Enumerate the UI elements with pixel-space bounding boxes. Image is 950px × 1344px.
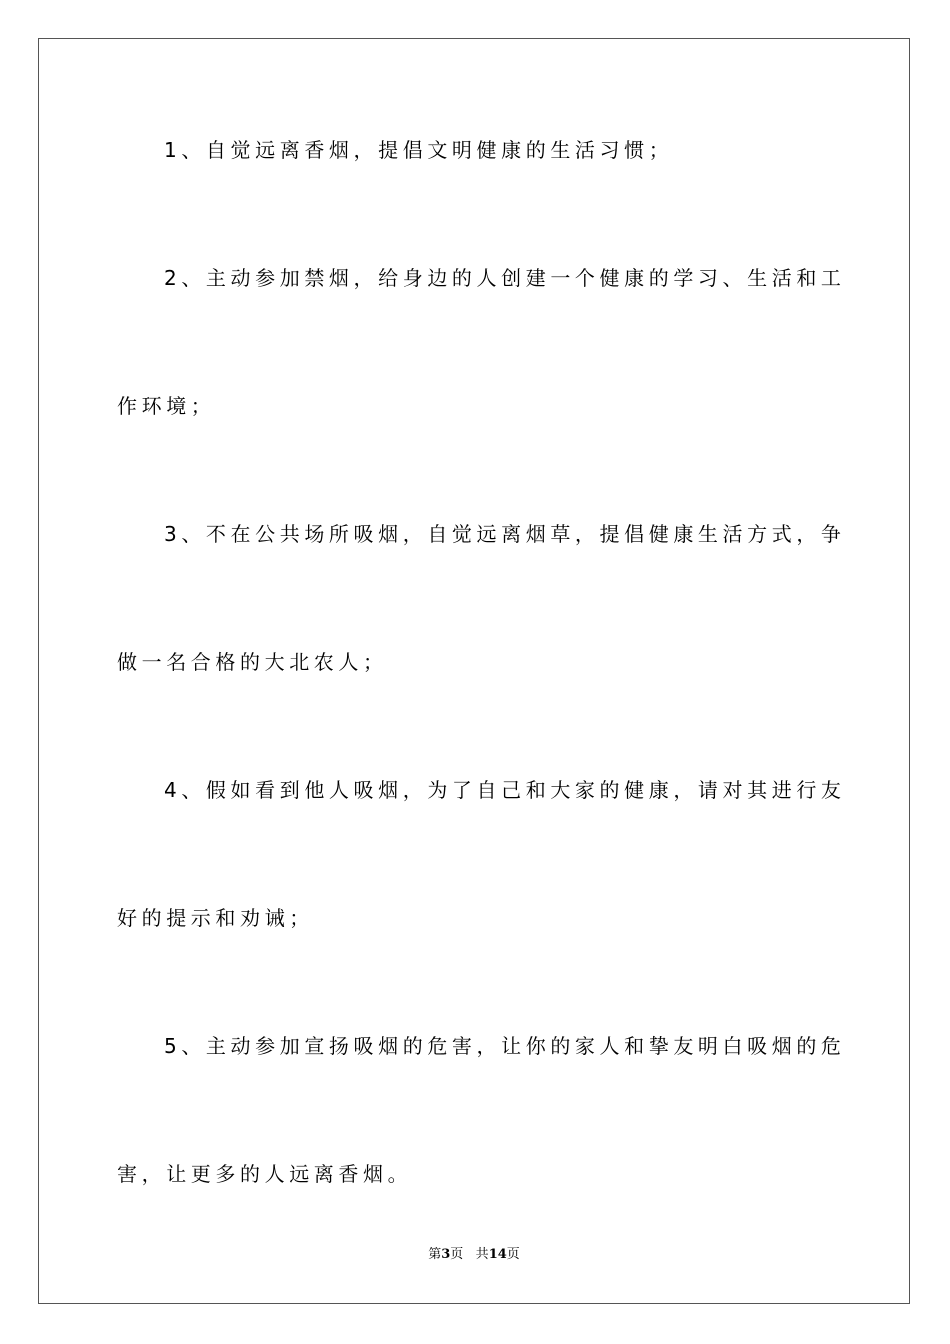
- paragraph-3-line-1: 3、不在公共场所吸烟，自觉远离烟草，提倡健康生活方式，争: [164, 522, 846, 546]
- paragraph-3-line-2: 做一名合格的大北农人；: [117, 650, 388, 674]
- document-page: [38, 38, 910, 1304]
- footer-page-prefix: 第: [428, 1247, 442, 1262]
- paragraph-2-line-1: 2、主动参加禁烟，给身边的人创建一个健康的学习、生活和工: [164, 266, 846, 290]
- footer-page-number: 3: [441, 1247, 451, 1262]
- paragraph-4-line-2: 好的提示和劝诫；: [117, 906, 314, 930]
- paragraph-2-line-2: 作环境；: [117, 394, 216, 418]
- footer-total-pages: 14: [488, 1247, 507, 1262]
- footer-total-suffix: 页: [506, 1247, 520, 1262]
- footer-total-prefix: 共: [475, 1247, 489, 1262]
- paragraph-4-line-1: 4、假如看到他人吸烟，为了自己和大家的健康，请对其进行友: [164, 778, 846, 802]
- paragraph-5-line-1: 5、主动参加宣扬吸烟的危害，让你的家人和挚友明白吸烟的危: [164, 1034, 846, 1058]
- footer-page-suffix: 页: [450, 1247, 464, 1262]
- paragraph-5-line-2: 害，让更多的人远离香烟。: [117, 1162, 413, 1186]
- page-footer: [39, 1246, 909, 1264]
- paragraph-1-line-1: 1、自觉远离香烟，提倡文明健康的生活习惯；: [164, 138, 674, 162]
